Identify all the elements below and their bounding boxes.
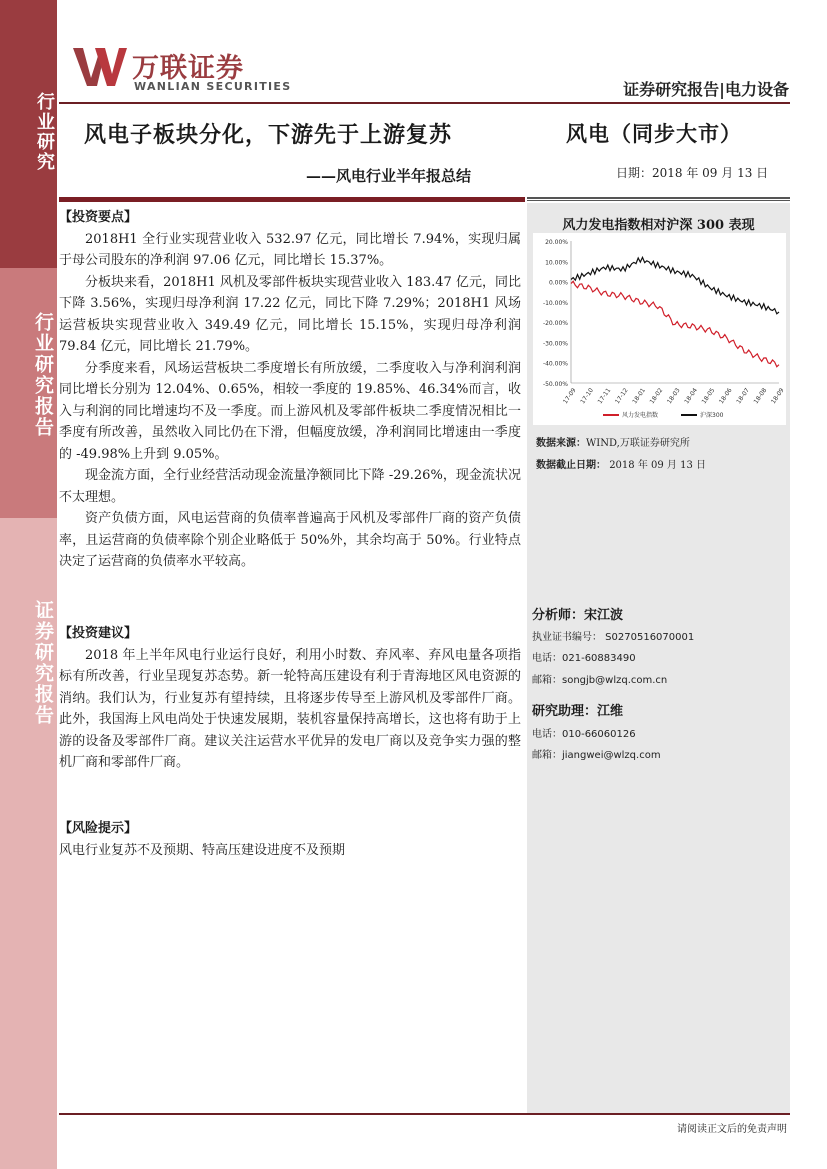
risk-section: [59, 818, 521, 861]
legend-label-wind-index: 风力发电指数: [622, 412, 659, 419]
page-title: 风电子板块分化，下游先于上游复苏: [84, 122, 453, 148]
footer-rule: [59, 1113, 790, 1115]
analyst-phone: 电话：021-60883490: [532, 653, 636, 664]
paragraph-2: 分板块来看，2018H1 风机及零部件板块实现营业收入 183.47 亿元，同比下降 3.56%，实现归母净利润 17.22 亿元，同比下降 7.29%；2018H1 风场运营板块实现营业收入 349.49 亿元，同比增长 15.15%，实现归母净利润 79.84 亿元，同比增长 21.79%。: [59, 274, 521, 354]
x-tick-label: 18-05: [700, 386, 717, 406]
assistant-name: 研究助理：江维: [532, 704, 624, 719]
risk-heading: 【风险提示】: [59, 821, 138, 836]
series-line-wind-index: [571, 281, 779, 366]
x-tick-label: 18-08: [752, 386, 769, 406]
y-tick-label: 10.00%: [545, 259, 568, 267]
logo-mark-icon: [71, 44, 127, 90]
band-label-industry-report: 行业研究报告: [32, 312, 54, 438]
x-tick-label: 18-04: [683, 386, 699, 406]
relative-performance-chart: [533, 233, 786, 425]
section-rule-right: [527, 197, 790, 199]
data-source-value: WIND,万联证券研究所: [586, 438, 690, 449]
report-date: 日期：2018 年 09 月 13 日: [616, 166, 769, 180]
rating: 风电（同步大市）: [566, 121, 742, 146]
section-rule-right-thin: [527, 200, 790, 201]
logo-name-en: WANLIAN SECURITIES: [134, 80, 292, 93]
paragraph-1: 2018H1 全行业实现营业收入 532.97 亿元，同比增长 7.94%，实现归属于母公司股东的净利润 97.06 亿元，同比增长 15.37%。: [59, 231, 521, 268]
y-tick-label: 20.00%: [545, 239, 568, 246]
section-rule-left: [59, 197, 525, 202]
header-rule: [59, 102, 790, 104]
advice-section: [59, 623, 521, 774]
analyst-email[interactable]: 邮箱：songjb@wlzq.com.cn: [532, 675, 668, 686]
advice-heading: 【投资建议】: [59, 626, 138, 641]
y-tick-label: -30.00%: [542, 340, 568, 348]
y-tick-label: -20.00%: [542, 320, 568, 328]
analyst-cert: 执业证书编号： S0270516070001: [532, 632, 695, 643]
logo-name-cn: 万联证券: [132, 53, 244, 84]
x-tick-label: 17-12: [613, 386, 630, 406]
data-cutoff-label: 数据截止日期：: [536, 460, 606, 471]
band-label-securities-report: 证券研究报告: [32, 600, 54, 726]
chart-title: 风力发电指数相对沪深 300 表现: [562, 218, 755, 233]
data-cutoff: [536, 456, 706, 471]
y-tick-label: 0.00%: [548, 279, 568, 287]
footer-disclaimer: 请阅读正文后的免责声明: [677, 1124, 787, 1135]
paragraph-3: 分季度来看，风场运营板块二季度增长有所放缓，二季度收入与净利润利润同比增长分别为 12.04%、0.65%，相较一季度的 19.85%、46.34%而言，收入与利润的同比增速均不及一季度。而上游风机及零部件板块二季度情况相比一季度有所改善，虽然收入同比仍在下滑，但幅度放缓，净利润同比增速由一季度的 -49.98%上升到 9.05%。: [59, 360, 521, 462]
x-tick-label: 18-07: [735, 386, 751, 406]
y-tick-label: -50.00%: [542, 381, 568, 388]
highlights-section: [59, 207, 521, 573]
x-tick-label: 18-09: [769, 386, 786, 406]
data-source: [536, 434, 690, 449]
y-tick-label: -40.00%: [542, 360, 568, 368]
page-subtitle: ——风电行业半年报总结: [306, 167, 472, 185]
report-type: 证券研究报告|电力设备: [623, 80, 789, 99]
data-cutoff-value: 2018 年 09 月 13 日: [609, 460, 706, 471]
x-tick-label: 17-10: [579, 386, 595, 406]
y-tick-label: -10.00%: [542, 299, 568, 307]
series-line-hs300: [571, 257, 779, 313]
x-tick-label: 18-02: [648, 386, 665, 406]
chart-container: [533, 233, 786, 425]
legend-label-hs300: 沪深300: [700, 412, 724, 419]
x-tick-label: 17-11: [596, 386, 613, 406]
x-tick-label: 18-06: [717, 386, 734, 406]
x-tick-label: 18-01: [631, 386, 647, 406]
highlights-heading: 【投资要点】: [59, 210, 138, 225]
data-source-label: 数据来源：: [536, 438, 586, 449]
assistant-email[interactable]: 邮箱：jiangwei@wlzq.com: [532, 750, 661, 761]
assistant-phone: 电话：010-66060126: [532, 729, 636, 740]
paragraph-7: 风电行业复苏不及预期、特高压建设进度不及预期: [59, 842, 346, 858]
x-tick-label: 18-03: [665, 386, 682, 406]
paragraph-6: 2018 年上半年风电行业运行良好，利用小时数、弃风率、弃风电量各项指标有所改善，行业呈现复苏态势。新一轮特高压建设有利于青海地区风电资源的消纳。我们认为，行业复苏有望持续，且将逐步传导至上游风机及零部件厂商。此外，我国海上风电尚处于快速发展期，装机容量保持高增长，这也将有助于上游的设备及零部件厂商。建议关注运营水平优异的发电厂商以及竞争实力强的整机厂商和零部件厂商。: [59, 647, 521, 770]
analyst-name: 分析师：宋江波: [532, 608, 624, 623]
paragraph-5: 资产负债方面，风电运营商的负债率普遍高于风机及零部件厂商的资产负债率，且运营商的负债率除个别企业略低于 50%外，其余均高于 50%。行业特点决定了运营商的负债率水平较高。: [59, 511, 521, 569]
band-label-industry: 行业研究: [34, 92, 55, 172]
x-tick-label: 17-09: [561, 386, 578, 406]
paragraph-4: 现金流方面，全行业经营活动现金流量净额同比下降 -29.26%，现金流状况不太理想。: [59, 468, 521, 505]
